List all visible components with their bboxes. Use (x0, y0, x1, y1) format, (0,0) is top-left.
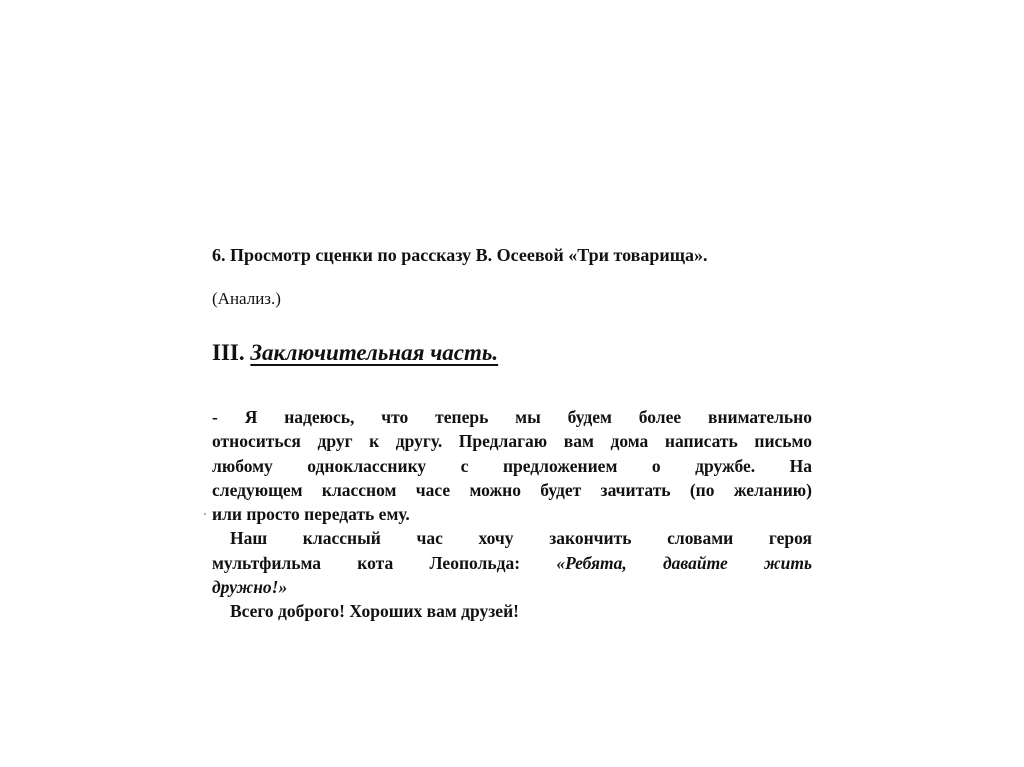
analysis-note: (Анализ.) (212, 289, 281, 308)
paragraph-1-line: следующем классном часе можно будет зачитать (по желанию) (212, 479, 812, 500)
paragraph-1-line: или просто передать ему. (212, 504, 410, 525)
paragraph-1-line: любому однокласснику с предложением о дружбе. На (212, 455, 812, 476)
paragraph-1-line: относиться друг к другу. Предлагаю вам дома написать письмо (212, 431, 812, 452)
paragraph-1-line: - Я надеюсь, что теперь мы будем более внимательно (212, 407, 812, 427)
section-number: III. (212, 340, 245, 365)
leopold-quote: «Ребята, давайте жить (556, 552, 812, 573)
paragraph-2-line: Наш классный час хочу закончить словами героя (230, 528, 812, 549)
body-text (212, 405, 812, 624)
paragraph-2-line (212, 551, 812, 575)
paragraph-2-text: мультфильма кота Леопольда: (212, 552, 521, 573)
section-heading (212, 340, 498, 366)
item-6-heading: 6. Просмотр сценки по рассказу В. Осеевой «Три товарища». (212, 245, 708, 265)
leopold-quote-end: дружно!» (212, 577, 288, 598)
section-title: Заключительная часть. (250, 340, 499, 365)
paragraph-2-line (212, 575, 812, 599)
closing-line: Всего доброго! Хороших вам друзей! (230, 601, 519, 622)
scan-speck (204, 513, 206, 515)
